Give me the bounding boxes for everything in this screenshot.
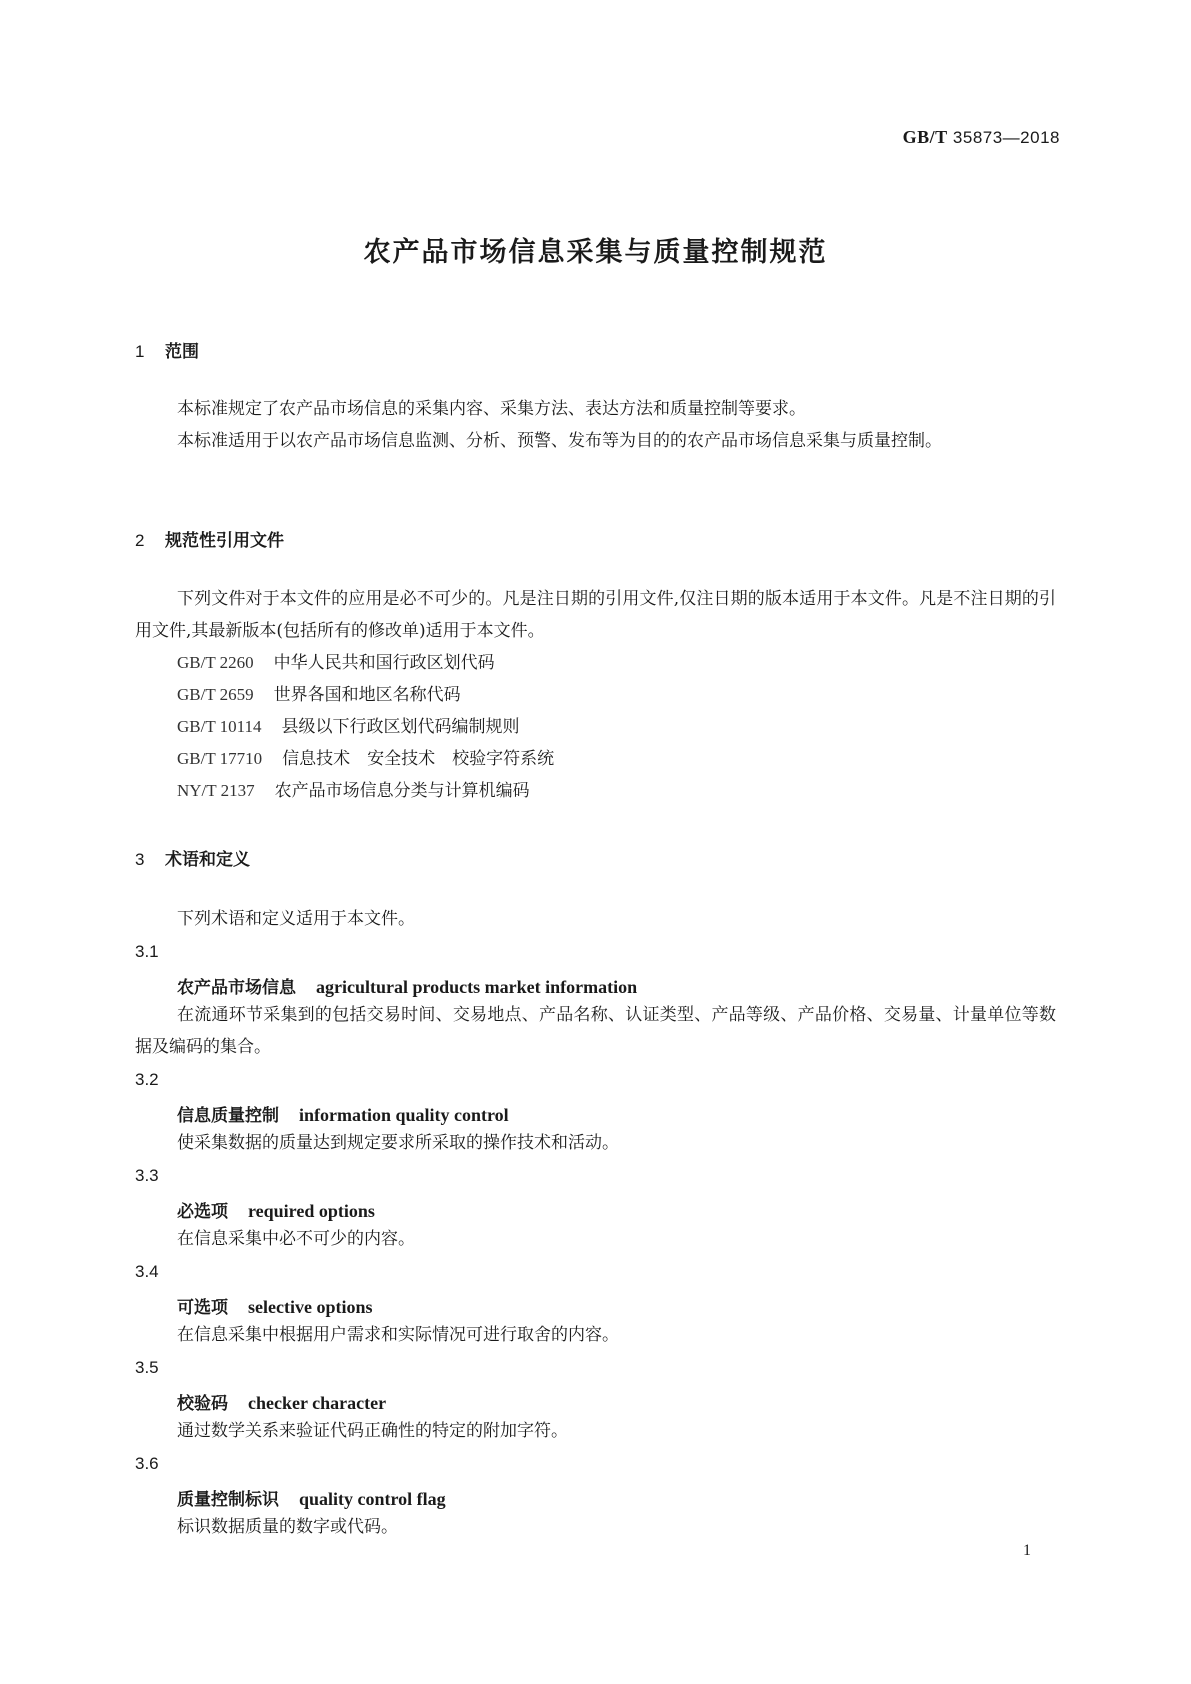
term-definition: 通过数学关系来验证代码正确性的特定的附加字符。	[177, 1421, 568, 1441]
term-number: 3.5	[135, 1358, 159, 1377]
section-title: 范围	[165, 342, 199, 362]
term-heading	[177, 973, 637, 998]
term-english: selective options	[248, 1297, 373, 1317]
reference-title: 世界各国和地区名称代码	[273, 685, 461, 705]
term-chinese: 质量控制标识	[177, 1490, 279, 1510]
section-number: 1	[135, 342, 145, 361]
term-definition: 在信息采集中必不可少的内容。	[177, 1229, 415, 1249]
reference-item	[177, 647, 495, 679]
paragraph: 下列文件对于本文件的应用是必不可少的。凡是注日期的引用文件,仅注日期的版本适用于本文件。凡是不注日期的引用文件,其最新版本(包括所有的修改单)适用于本文件。	[135, 589, 1056, 641]
term-heading	[177, 1293, 372, 1318]
standard-code	[903, 127, 1060, 148]
reference-code: GB/T 2260	[177, 653, 254, 672]
section-title: 术语和定义	[165, 850, 250, 870]
section-number: 2	[135, 531, 145, 550]
page-number: 1	[1023, 1542, 1031, 1559]
reference-code: NY/T 2137	[177, 781, 255, 800]
term-english: information quality control	[299, 1105, 509, 1125]
document-title: 农产品市场信息采集与质量控制规范	[363, 237, 828, 268]
term-number: 3.3	[135, 1166, 159, 1185]
term-number: 3.6	[135, 1454, 159, 1473]
term-heading	[177, 1197, 375, 1222]
section-heading-terms	[135, 845, 250, 870]
reference-title: 县级以下行政区划代码编制规则	[281, 717, 520, 737]
standard-number: 35873—2018	[952, 128, 1060, 147]
paragraph: 本标准适用于以农产品市场信息监测、分析、预警、发布等为目的的农产品市场信息采集与质量控制。	[177, 431, 942, 451]
term-chinese: 农产品市场信息	[177, 978, 296, 998]
term-heading	[177, 1485, 446, 1510]
term-definition: 在流通环节采集到的包括交易时间、交易地点、产品名称、认证类型、产品等级、产品价格、交易量、计量单位等数据及编码的集合。	[135, 1005, 1056, 1057]
reference-item	[177, 775, 530, 807]
term-number: 3.1	[135, 942, 159, 961]
reference-item	[177, 743, 554, 775]
term-heading	[177, 1389, 386, 1414]
reference-title: 信息技术 安全技术 校验字符系统	[282, 749, 555, 769]
paragraph: 本标准规定了农产品市场信息的采集内容、采集方法、表达方法和质量控制等要求。	[177, 399, 806, 419]
section-heading-normative-references	[135, 526, 284, 551]
reference-code: GB/T 10114	[177, 717, 262, 736]
term-english: required options	[248, 1201, 375, 1221]
section-heading-scope	[135, 337, 199, 362]
term-definition: 使采集数据的质量达到规定要求所采取的操作技术和活动。	[177, 1133, 619, 1153]
term-chinese: 可选项	[177, 1298, 228, 1318]
section-number: 3	[135, 850, 145, 869]
term-definition: 标识数据质量的数字或代码。	[177, 1517, 398, 1537]
reference-title: 农产品市场信息分类与计算机编码	[274, 781, 530, 801]
term-number: 3.4	[135, 1262, 159, 1281]
reference-item	[177, 679, 461, 711]
term-number: 3.2	[135, 1070, 159, 1089]
term-chinese: 校验码	[177, 1394, 228, 1414]
term-english: agricultural products market information	[316, 977, 638, 997]
term-definition: 在信息采集中根据用户需求和实际情况可进行取舍的内容。	[177, 1325, 619, 1345]
standard-prefix: GB/T	[902, 127, 948, 147]
section-title: 规范性引用文件	[165, 531, 284, 551]
term-english: checker character	[248, 1393, 387, 1413]
term-chinese: 必选项	[177, 1202, 228, 1222]
reference-item	[177, 711, 520, 743]
reference-title: 中华人民共和国行政区划代码	[273, 653, 495, 673]
term-chinese: 信息质量控制	[177, 1106, 279, 1126]
term-heading	[177, 1101, 509, 1126]
reference-code: GB/T 17710	[177, 749, 263, 768]
paragraph: 下列术语和定义适用于本文件。	[177, 909, 415, 929]
reference-code: GB/T 2659	[177, 685, 254, 704]
term-english: quality control flag	[299, 1489, 446, 1509]
